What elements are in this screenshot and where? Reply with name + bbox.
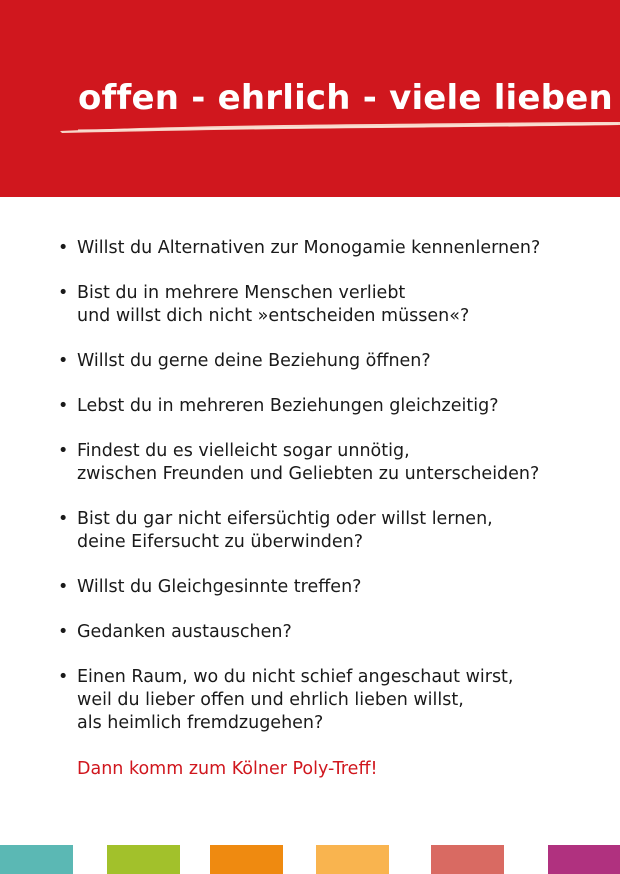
call-to-action: Dann komm zum Kölner Poly-Treff! xyxy=(77,759,378,779)
question-text-line: deine Eifersucht zu überwinden? xyxy=(77,532,364,552)
question-text-line: Einen Raum, wo du nicht schief angeschaut wirst, xyxy=(77,667,514,687)
bullet-icon: • xyxy=(58,667,69,687)
question-item xyxy=(56,576,586,599)
bullet-icon: • xyxy=(58,622,69,642)
bullet-icon: • xyxy=(58,396,69,416)
question-item xyxy=(56,350,586,373)
footer-swatch-orange xyxy=(210,845,283,874)
bullet-icon: • xyxy=(58,238,69,258)
question-text-line: Gedanken austauschen? xyxy=(77,622,292,642)
question-item xyxy=(56,237,586,260)
bullet-icon: • xyxy=(58,509,69,529)
question-text-line: zwischen Freunden und Geliebten zu unterscheiden? xyxy=(77,464,540,484)
bullet-icon: • xyxy=(58,577,69,597)
question-text-line: und willst dich nicht »entscheiden müssen«? xyxy=(77,306,470,326)
bullet-icon: • xyxy=(58,283,69,303)
question-text-line: weil du lieber offen und ehrlich lieben willst, xyxy=(77,690,464,710)
page-title: offen - ehrlich - viele lieben xyxy=(78,78,613,118)
bullet-icon: • xyxy=(58,351,69,371)
bullet-icon: • xyxy=(58,441,69,461)
question-item xyxy=(56,666,586,735)
question-text-line: Willst du Alternativen zur Monogamie kennenlernen? xyxy=(77,238,541,258)
question-item xyxy=(56,282,586,328)
header-banner xyxy=(0,0,620,197)
question-text-line: Bist du gar nicht eifersüchtig oder willst lernen, xyxy=(77,509,493,529)
question-text-line: als heimlich fremdzugehen? xyxy=(77,713,324,733)
footer-swatch-teal xyxy=(0,845,73,874)
footer-swatch-salmon xyxy=(431,845,504,874)
footer-swatch-light-orange xyxy=(316,845,389,874)
footer-swatch-green xyxy=(107,845,180,874)
brush-stroke-underline xyxy=(58,118,620,138)
question-text-line: Bist du in mehrere Menschen verliebt xyxy=(77,283,406,303)
question-list xyxy=(56,237,586,757)
question-text-line: Willst du gerne deine Beziehung öffnen? xyxy=(77,351,431,371)
footer-swatch-magenta xyxy=(548,845,620,874)
question-item xyxy=(56,395,586,418)
question-item xyxy=(56,440,586,486)
question-text-line: Willst du Gleichgesinnte treffen? xyxy=(77,577,362,597)
question-text-line: Findest du es vielleicht sogar unnötig, xyxy=(77,441,410,461)
question-item xyxy=(56,621,586,644)
question-item xyxy=(56,508,586,554)
question-text-line: Lebst du in mehreren Beziehungen gleichzeitig? xyxy=(77,396,499,416)
